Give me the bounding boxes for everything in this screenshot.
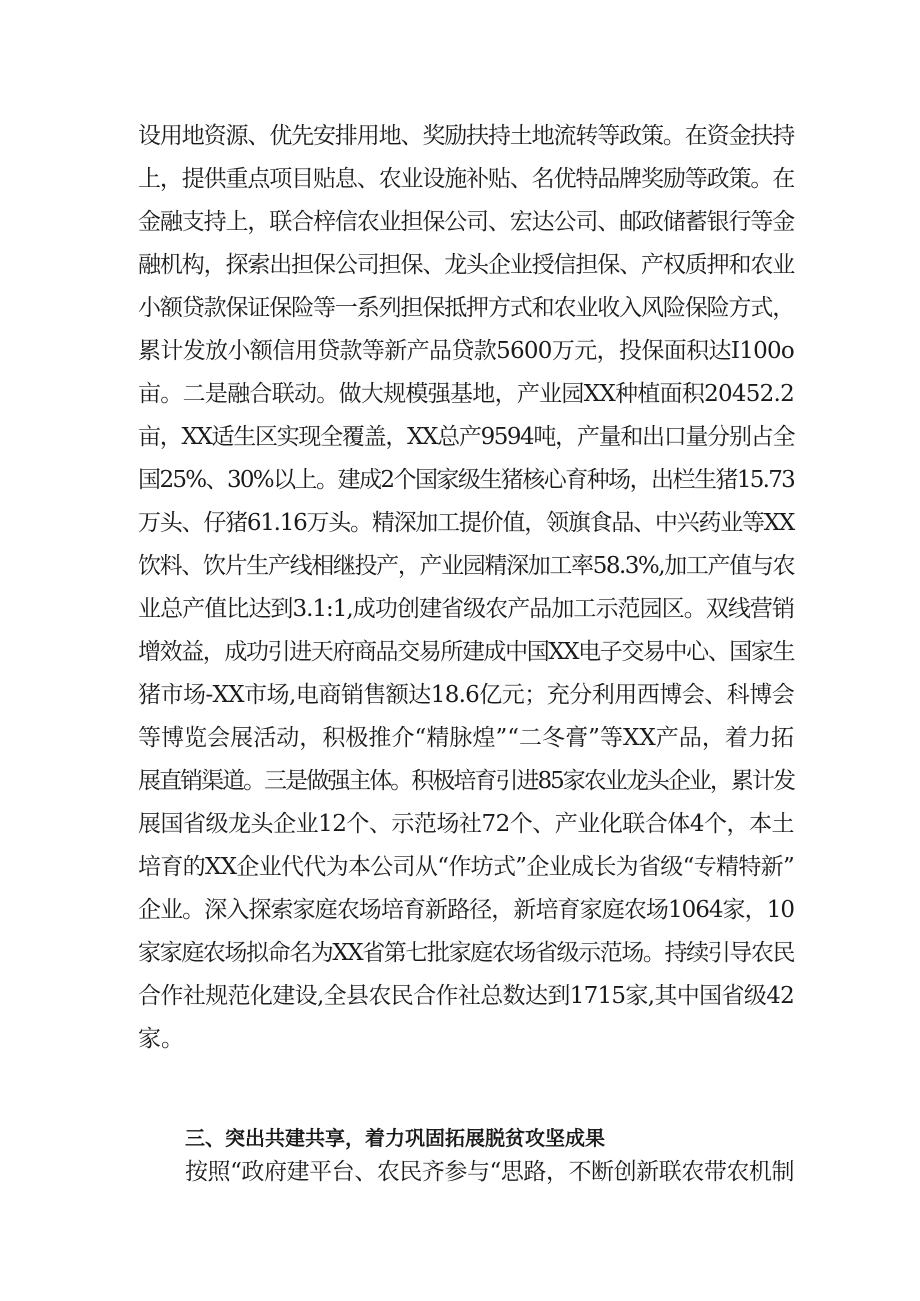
paragraph-line: 企业。深入探索家庭农场培育新路径，新培育家庭农场1064家，10 — [138, 897, 794, 923]
paragraph-line: 亩。二是融合联动。做大规模强基地，产业园XX种植面积20452.2 — [138, 381, 794, 407]
paragraph-line: 上，提供重点项目贴息、农业设施补贴、名优特品牌奖励等政策。在 — [138, 166, 794, 192]
section-heading: 三、突出共建共享，着力巩固拓展脱贫攻坚成果 — [185, 1126, 605, 1150]
paragraph-line: 万头、仔猪61.16万头。精深加工提价值，领旗食品、中兴药业等XX — [138, 510, 794, 536]
paragraph-line: 增效益，成功引进天府商品交易所建成中国XX电子交易中心、国家生 — [138, 639, 794, 665]
paragraph-line: 设用地资源、优先安排用地、奖励扶持土地流转等政策。在资金扶持 — [138, 123, 794, 149]
paragraph-line: 合作社规范化建设,全县农民合作社总数达到1715家,其中国省级42 — [138, 983, 794, 1009]
paragraph-line: 展直销渠道。三是做强主体。积极培育引进85家农业龙头企业，累计发 — [138, 768, 794, 794]
paragraph-line: 家家庭农场拟命名为XX省第七批家庭农场省级示范场。持续引导农民 — [138, 940, 794, 966]
paragraph-line: 金融支持上，联合梓信农业担保公司、宏达公司、邮政储蓄银行等金 — [138, 209, 794, 235]
paragraph-line: 累计发放小额信用贷款等新产品贷款5600万元，投保面积达I100o — [138, 338, 794, 364]
paragraph-line: 等博览会展活动，积极推介“精脉煌”“二冬膏”等XX产品，着力拓 — [138, 725, 794, 751]
paragraph-line: 培育的XX企业代代为本公司从“作坊式”企业成长为省级“专精特新” — [138, 854, 794, 880]
paragraph-line: 亩，XX适生区实现全覆盖，XX总产9594吨，产量和出口量分别占全 — [138, 424, 794, 450]
paragraph-line: 小额贷款保证保险等一系列担保抵押方式和农业收入风险保险方式， — [138, 295, 794, 321]
paragraph-line: 猪市场-XX市场,电商销售额达18.6亿元；充分利用西博会、科博会 — [138, 682, 794, 708]
paragraph-line: 业总产值比达到3.1:1,成功创建省级农产品加工示范园区。双线营销 — [138, 596, 794, 622]
paragraph-line: 家。 — [138, 1026, 184, 1052]
paragraph-line: 国25%、30%以上。建成2个国家级生猪核心育种场，出栏生猪15.73 — [138, 467, 794, 493]
paragraph-line: 展国省级龙头企业12个、示范场社72个、产业化联合体4个，本土 — [138, 811, 794, 837]
paragraph-line: 按照“政府建平台、农民齐参与“思路，不断创新联农带农机制 — [185, 1159, 794, 1185]
paragraph-line: 饮料、饮片生产线相继投产，产业园精深加工率58.3%,加工产值与农 — [138, 553, 794, 579]
paragraph-line: 融机构，探索出担保公司担保、龙头企业授信担保、产权质押和农业 — [138, 252, 794, 278]
